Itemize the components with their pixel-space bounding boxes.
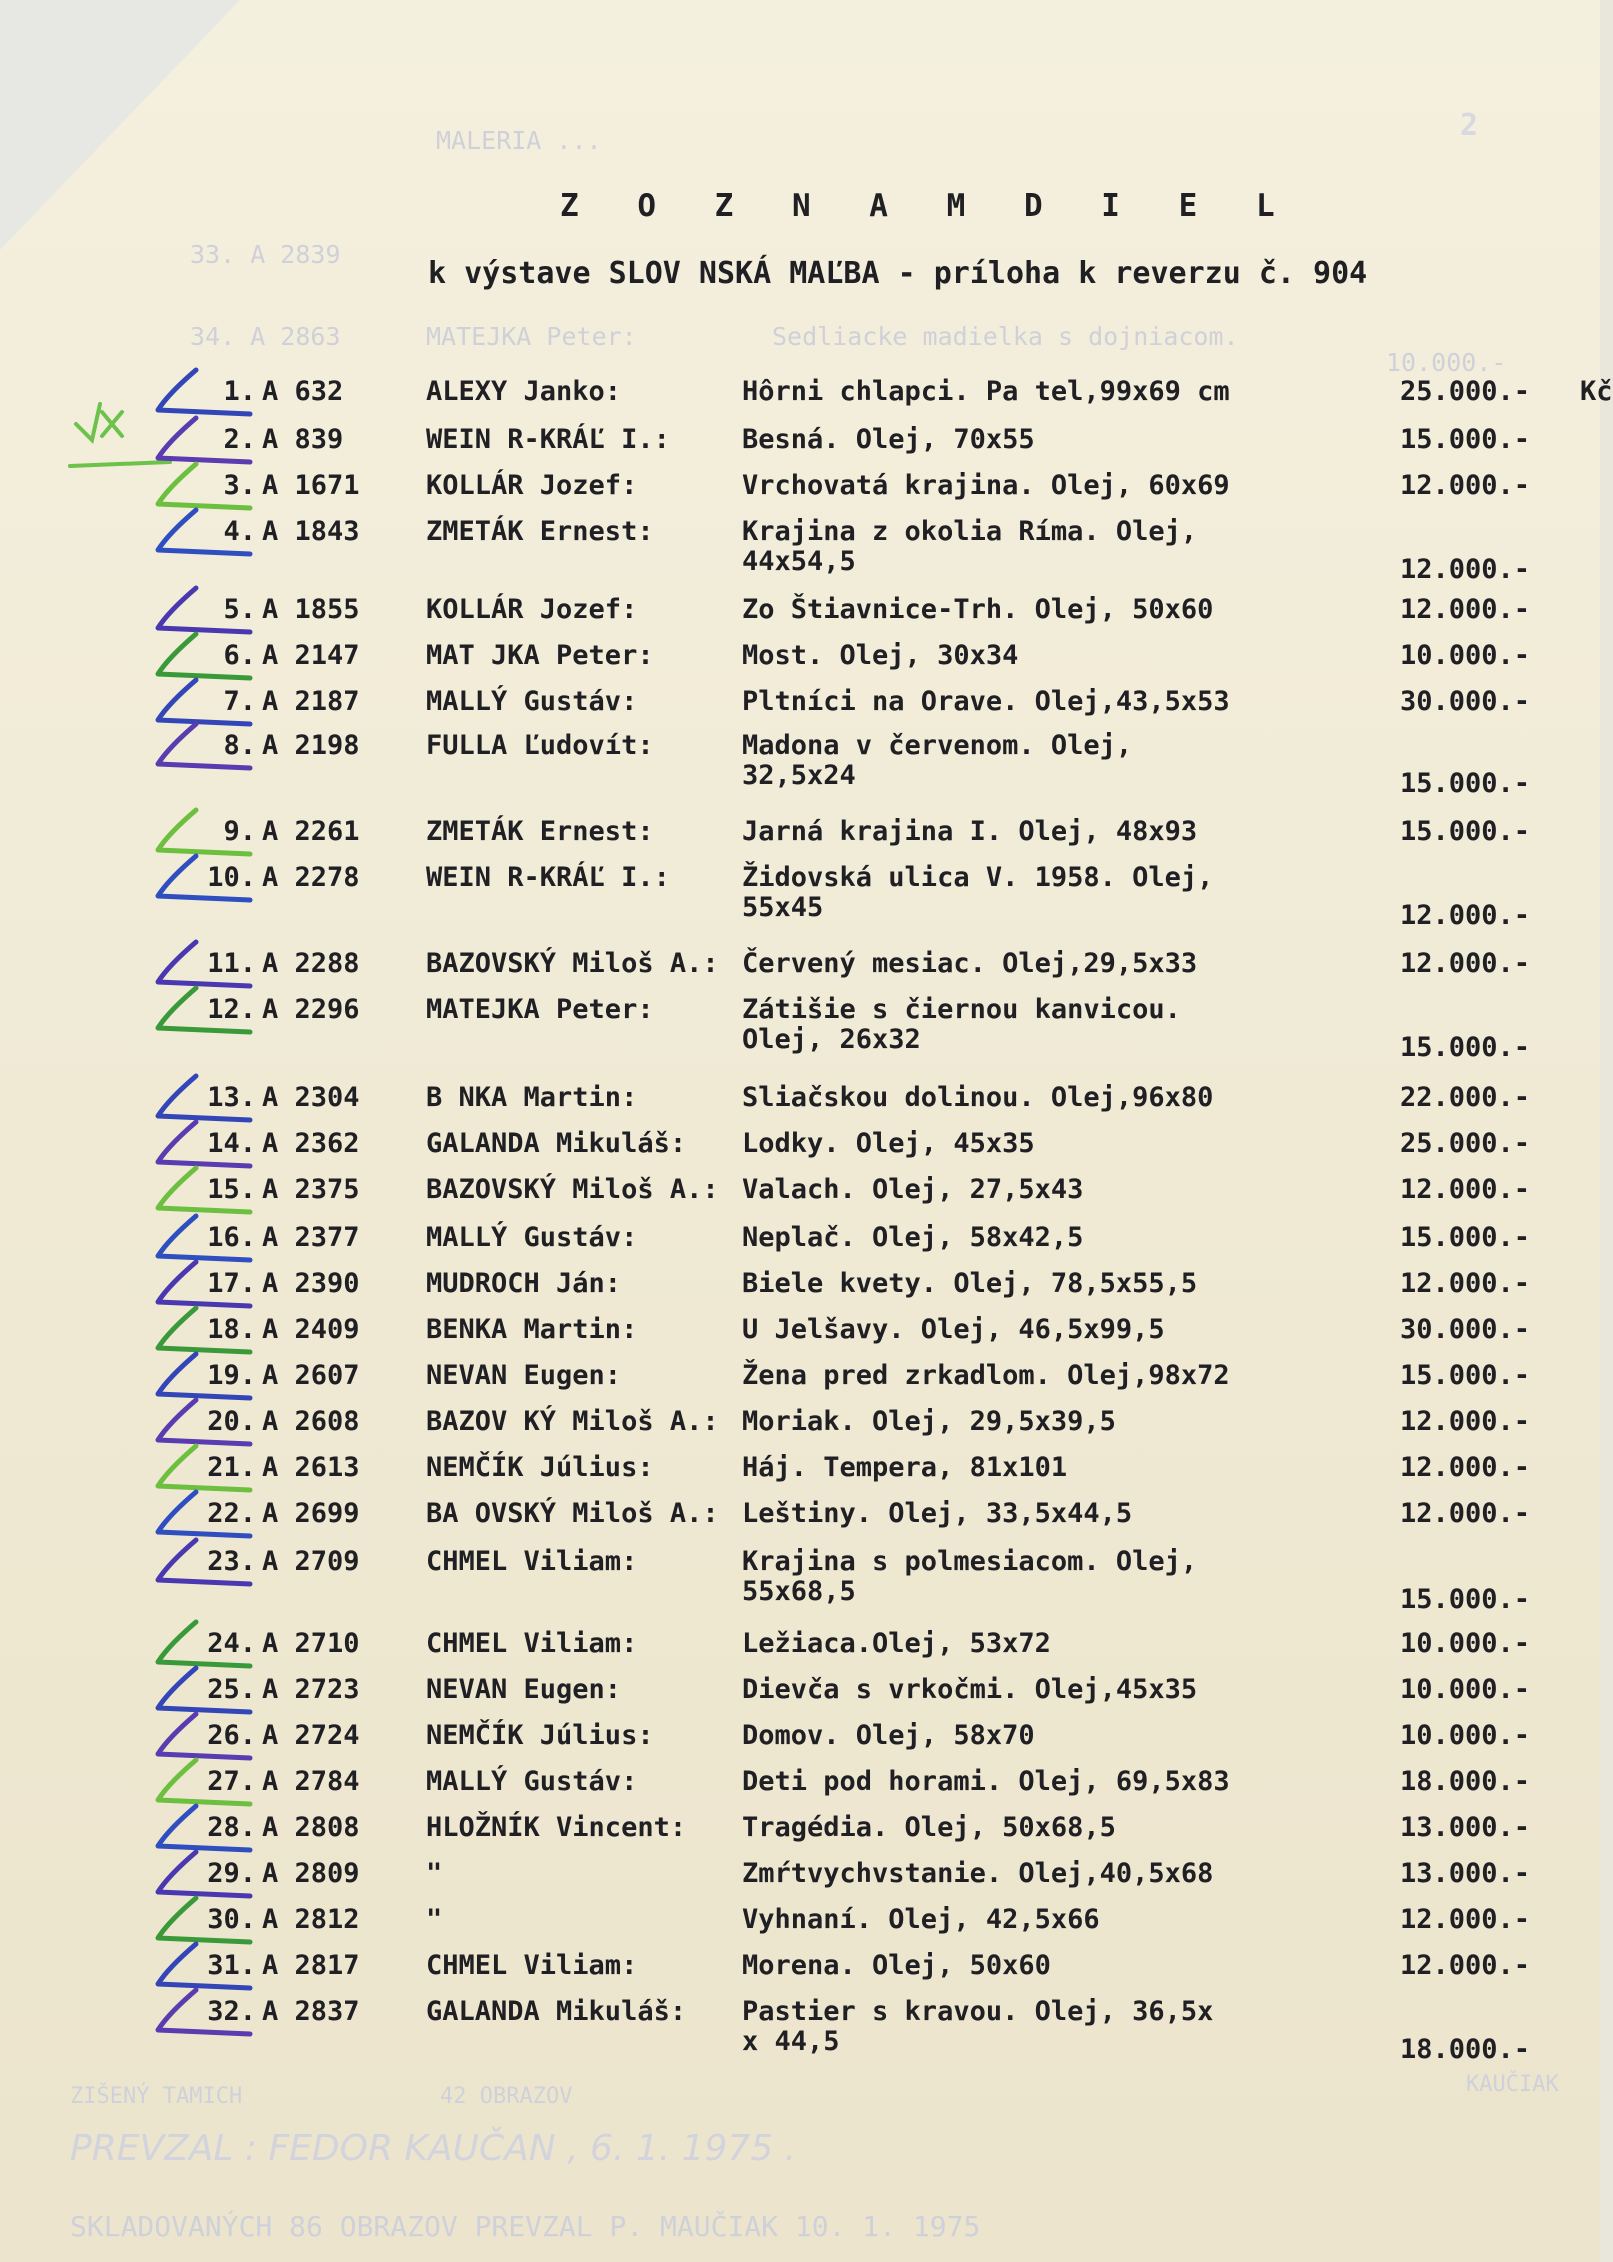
price: 12.000.- xyxy=(1400,1174,1531,1205)
item-number: 23. xyxy=(207,1546,256,1577)
show-through-row-34: 34. A 2863 xyxy=(190,322,341,351)
item-number: 13. xyxy=(207,1082,256,1113)
inventory-number: A 2709 xyxy=(262,1546,360,1577)
footer-line-storage: SKLADOVANÝCH 86 OBRAZOV PREVZAL P. MAUČIAK 10. 1. 1975 xyxy=(70,2210,981,2243)
item-number: 15. xyxy=(207,1174,256,1205)
list-item xyxy=(0,1128,1600,1168)
folded-corner xyxy=(0,0,240,250)
work-description: Jarná krajina I. Olej, 48x93 xyxy=(742,816,1198,847)
work-description: Moriak. Olej, 29,5x39,5 xyxy=(742,1406,1116,1437)
item-number: 17. xyxy=(207,1268,256,1299)
inventory-number: A 2278 xyxy=(262,862,360,893)
page-number: 2 xyxy=(1460,108,1479,143)
list-item xyxy=(0,686,1600,726)
inventory-number: A 2288 xyxy=(262,948,360,979)
list-item xyxy=(0,1996,1600,2065)
list-item xyxy=(0,1268,1600,1308)
work-description: Valach. Olej, 27,5x43 xyxy=(742,1174,1084,1205)
work-description: Madona v červenom. Olej, xyxy=(742,730,1133,761)
work-description: Dievča s vrkočmi. Olej,45x35 xyxy=(742,1674,1198,1705)
list-item xyxy=(0,1452,1600,1492)
item-number: 4. xyxy=(223,516,256,547)
work-description: Besná. Olej, 70x55 xyxy=(742,424,1035,455)
artist-name: CHMEL Viliam: xyxy=(426,1950,638,1981)
price: 22.000.- xyxy=(1400,1082,1531,1113)
list-item xyxy=(0,1498,1600,1538)
work-description: Leštiny. Olej, 33,5x44,5 xyxy=(742,1498,1133,1529)
price: 12.000.- xyxy=(1400,1268,1531,1299)
price: 12.000.- xyxy=(1400,1452,1531,1483)
work-description: Biele kvety. Olej, 78,5x55,5 xyxy=(742,1268,1198,1299)
work-description: Zo Štiavnice-Trh. Olej, 50x60 xyxy=(742,594,1214,625)
item-number: 24. xyxy=(207,1628,256,1659)
inventory-number: A 2723 xyxy=(262,1674,360,1705)
list-item xyxy=(0,862,1600,931)
price: 30.000.- xyxy=(1400,686,1531,717)
price: 12.000.- xyxy=(1400,470,1531,501)
item-number: 22. xyxy=(207,1498,256,1529)
footer-line-left: ZIŠENÝ TAMICH xyxy=(70,2084,243,2109)
list-item xyxy=(0,1766,1600,1806)
inventory-number: A 2377 xyxy=(262,1222,360,1253)
price: 10.000.- xyxy=(1400,640,1531,671)
show-through-row-33: 33. A 2839 xyxy=(190,240,341,269)
artist-name: NEVAN Eugen: xyxy=(426,1360,622,1391)
price: 12.000.- xyxy=(1400,948,1531,979)
inventory-number: A 2608 xyxy=(262,1406,360,1437)
work-description: Zátišie s čiernou kanvicou. xyxy=(742,994,1181,1025)
artist-name: FULLA Ľudovít: xyxy=(426,730,654,761)
price: 15.000.- xyxy=(1400,768,1531,799)
artist-name: MUDROCH Ján: xyxy=(426,1268,622,1299)
artist-name: NEVAN Eugen: xyxy=(426,1674,622,1705)
inventory-number: A 2808 xyxy=(262,1812,360,1843)
work-description: Žena pred zrkadlom. Olej,98x72 xyxy=(742,1360,1230,1391)
item-number: 2. xyxy=(223,424,256,455)
item-number: 9. xyxy=(223,816,256,847)
inventory-number: A 2784 xyxy=(262,1766,360,1797)
work-description-continued: 55x68,5 xyxy=(742,1576,856,1607)
inventory-number: A 1671 xyxy=(262,470,360,501)
price: 15.000.- xyxy=(1400,1222,1531,1253)
item-number: 19. xyxy=(207,1360,256,1391)
artist-name: GALANDA Mikuláš: xyxy=(426,1996,687,2027)
artist-name: WEIN R-KRÁĽ I.: xyxy=(426,424,670,455)
artist-name: BAZOVSKÝ Miloš A.: xyxy=(426,948,719,979)
artist-name: " xyxy=(426,1858,443,1889)
work-description: Tragédia. Olej, 50x68,5 xyxy=(742,1812,1116,1843)
list-item xyxy=(0,376,1613,416)
item-number: 11. xyxy=(207,948,256,979)
item-number: 21. xyxy=(207,1452,256,1483)
work-description: Zmŕtvychvstanie. Olej,40,5x68 xyxy=(742,1858,1214,1889)
list-item xyxy=(0,1674,1600,1714)
inventory-number: A 2613 xyxy=(262,1452,360,1483)
artist-name: GALANDA Mikuláš: xyxy=(426,1128,687,1159)
list-item xyxy=(0,1174,1600,1214)
item-number: 30. xyxy=(207,1904,256,1935)
work-description: Krajina z okolia Ríma. Olej, xyxy=(742,516,1198,547)
work-description: Červený mesiac. Olej,29,5x33 xyxy=(742,948,1198,979)
inventory-number: A 1855 xyxy=(262,594,360,625)
work-description: Deti pod horami. Olej, 69,5x83 xyxy=(742,1766,1230,1797)
item-number: 20. xyxy=(207,1406,256,1437)
artist-name: ALEXY Janko: xyxy=(426,376,622,407)
price: 12.000.- xyxy=(1400,554,1531,585)
item-number: 14. xyxy=(207,1128,256,1159)
list-item xyxy=(0,1950,1600,1990)
inventory-number: A 2198 xyxy=(262,730,360,761)
artist-name: MATEJKA Peter: xyxy=(426,994,654,1025)
item-number: 31. xyxy=(207,1950,256,1981)
price: 12.000.- xyxy=(1400,1406,1531,1437)
price: 12.000.- xyxy=(1400,1904,1531,1935)
list-item xyxy=(0,424,1600,464)
price: 10.000.- xyxy=(1400,1720,1531,1751)
item-number: 25. xyxy=(207,1674,256,1705)
item-number: 5. xyxy=(223,594,256,625)
list-item xyxy=(0,1222,1600,1262)
item-number: 27. xyxy=(207,1766,256,1797)
work-description-continued: 55x45 xyxy=(742,892,824,923)
work-description: Most. Olej, 30x34 xyxy=(742,640,1019,671)
inventory-number: A 2147 xyxy=(262,640,360,671)
price: 25.000.- xyxy=(1400,1128,1531,1159)
footer-line-mid: 42 OBRAZOV xyxy=(440,2084,573,2109)
work-description-continued: Olej, 26x32 xyxy=(742,1024,921,1055)
artist-name: KOLLÁR Jozef: xyxy=(426,470,638,501)
currency: Kč xyxy=(1580,376,1613,407)
inventory-number: A 2304 xyxy=(262,1082,360,1113)
inventory-number: A 2812 xyxy=(262,1904,360,1935)
list-item xyxy=(0,1314,1600,1354)
inventory-number: A 2296 xyxy=(262,994,360,1025)
inventory-number: A 2724 xyxy=(262,1720,360,1751)
price: 25.000.- xyxy=(1400,376,1531,407)
artist-name: BAZOVSKÝ Miloš A.: xyxy=(426,1174,719,1205)
price: 12.000.- xyxy=(1400,1950,1531,1981)
item-number: 1. xyxy=(223,376,256,407)
price: 10.000.- xyxy=(1400,1628,1531,1659)
work-description: Lodky. Olej, 45x35 xyxy=(742,1128,1035,1159)
work-description: Pastier s kravou. Olej, 36,5x xyxy=(742,1996,1214,2027)
artist-name: ZMETÁK Ernest: xyxy=(426,516,654,547)
show-through-price: 10.000.- xyxy=(1386,348,1507,377)
inventory-number: A 2809 xyxy=(262,1858,360,1889)
work-description: Krajina s polmesiacom. Olej, xyxy=(742,1546,1198,1577)
inventory-number: A 2699 xyxy=(262,1498,360,1529)
work-description: Ležiaca.Olej, 53x72 xyxy=(742,1628,1051,1659)
show-through-header: MALERIA ... xyxy=(436,126,602,155)
inventory-number: A 2375 xyxy=(262,1174,360,1205)
work-description: Pltníci na Orave. Olej,43,5x53 xyxy=(742,686,1230,717)
artist-name: CHMEL Viliam: xyxy=(426,1546,638,1577)
artist-name: MALLÝ Gustáv: xyxy=(426,686,638,717)
artist-name: NEMČÍK Július: xyxy=(426,1452,654,1483)
list-item xyxy=(0,730,1600,799)
work-description-continued: 32,5x24 xyxy=(742,760,856,791)
document-title: Z O Z N A M D I E L xyxy=(560,188,1295,224)
show-through-artist: MATEJKA Peter: xyxy=(426,322,637,351)
artist-name: B NKA Martin: xyxy=(426,1082,638,1113)
inventory-number: A 839 xyxy=(262,424,344,455)
work-description: Neplač. Olej, 58x42,5 xyxy=(742,1222,1084,1253)
list-item xyxy=(0,994,1600,1063)
inventory-number: A 1843 xyxy=(262,516,360,547)
item-number: 26. xyxy=(207,1720,256,1751)
item-number: 32. xyxy=(207,1996,256,2027)
item-number: 16. xyxy=(207,1222,256,1253)
price: 10.000.- xyxy=(1400,1674,1531,1705)
price: 15.000.- xyxy=(1400,1584,1531,1615)
price: 15.000.- xyxy=(1400,1032,1531,1063)
artist-name: BA OVSKÝ Miloš A.: xyxy=(426,1498,719,1529)
artist-name: MALLÝ Gustáv: xyxy=(426,1766,638,1797)
work-description: U Jelšavy. Olej, 46,5x99,5 xyxy=(742,1314,1165,1345)
work-description: Háj. Tempera, 81x101 xyxy=(742,1452,1068,1483)
list-item xyxy=(0,1082,1600,1122)
work-description: Vyhnaní. Olej, 42,5x66 xyxy=(742,1904,1100,1935)
artist-name: HLOŽNÍK Vincent: xyxy=(426,1812,687,1843)
work-description: Sliačskou dolinou. Olej,96x80 xyxy=(742,1082,1214,1113)
item-number: 3. xyxy=(223,470,256,501)
price: 18.000.- xyxy=(1400,2034,1531,2065)
item-number: 18. xyxy=(207,1314,256,1345)
artist-name: KOLLÁR Jozef: xyxy=(426,594,638,625)
inventory-number: A 2390 xyxy=(262,1268,360,1299)
item-number: 7. xyxy=(223,686,256,717)
work-description: Vrchovatá krajina. Olej, 60x69 xyxy=(742,470,1230,501)
list-item xyxy=(0,516,1600,585)
inventory-number: A 2187 xyxy=(262,686,360,717)
item-number: 28. xyxy=(207,1812,256,1843)
price: 15.000.- xyxy=(1400,424,1531,455)
artist-name: ZMETÁK Ernest: xyxy=(426,816,654,847)
inventory-number: A 2710 xyxy=(262,1628,360,1659)
inventory-number: A 2607 xyxy=(262,1360,360,1391)
price: 18.000.- xyxy=(1400,1766,1531,1797)
price: 12.000.- xyxy=(1400,594,1531,625)
work-description: Domov. Olej, 58x70 xyxy=(742,1720,1035,1751)
list-item xyxy=(0,1720,1600,1760)
item-number: 29. xyxy=(207,1858,256,1889)
work-description: Morena. Olej, 50x60 xyxy=(742,1950,1051,1981)
footer-stamp-small: KAUČIAK xyxy=(1466,2072,1559,2097)
document-subtitle: k výstave SLOV NSKÁ MAĽBA - príloha k reverzu č. 904 xyxy=(428,256,1368,291)
list-item xyxy=(0,1360,1600,1400)
list-item xyxy=(0,1904,1600,1944)
inventory-number: A 2409 xyxy=(262,1314,360,1345)
inventory-number: A 2362 xyxy=(262,1128,360,1159)
item-number: 8. xyxy=(223,730,256,761)
artist-name: CHMEL Viliam: xyxy=(426,1628,638,1659)
artist-name: MALLÝ Gustáv: xyxy=(426,1222,638,1253)
work-description-continued: x 44,5 xyxy=(742,2026,840,2057)
price: 15.000.- xyxy=(1400,816,1531,847)
list-item xyxy=(0,594,1600,634)
artist-name: MAT JKA Peter: xyxy=(426,640,654,671)
item-number: 6. xyxy=(223,640,256,671)
list-item xyxy=(0,1858,1600,1898)
work-description-continued: 44x54,5 xyxy=(742,546,856,577)
item-number: 12. xyxy=(207,994,256,1025)
inventory-number: A 2261 xyxy=(262,816,360,847)
artist-name: BAZOV KÝ Miloš A.: xyxy=(426,1406,719,1437)
show-through-work: Sedliacke madielka s dojniacom. xyxy=(772,322,1239,351)
price: 12.000.- xyxy=(1400,1498,1531,1529)
list-item xyxy=(0,1628,1600,1668)
list-item xyxy=(0,1406,1600,1446)
inventory-number: A 2817 xyxy=(262,1950,360,1981)
work-description: Hôrni chlapci. Pa tel,99x69 cm xyxy=(742,376,1230,407)
price: 13.000.- xyxy=(1400,1812,1531,1843)
list-item xyxy=(0,640,1600,680)
list-item xyxy=(0,1546,1600,1615)
list-item xyxy=(0,816,1600,856)
inventory-number: A 2837 xyxy=(262,1996,360,2027)
list-item xyxy=(0,470,1600,510)
price: 12.000.- xyxy=(1400,900,1531,931)
price: 15.000.- xyxy=(1400,1360,1531,1391)
artist-name: NEMČÍK Július: xyxy=(426,1720,654,1751)
inventory-number: A 632 xyxy=(262,376,344,407)
artist-name: WEIN R-KRÁĽ I.: xyxy=(426,862,670,893)
footer-line-received: PREVZAL : FEDOR KAUČAN , 6. 1. 1975 . xyxy=(70,2128,797,2169)
list-item xyxy=(0,1812,1600,1852)
artist-name: BENKA Martin: xyxy=(426,1314,638,1345)
list-item xyxy=(0,948,1600,988)
price: 30.000.- xyxy=(1400,1314,1531,1345)
work-description: Židovská ulica V. 1958. Olej, xyxy=(742,862,1214,893)
item-number: 10. xyxy=(207,862,256,893)
price: 13.000.- xyxy=(1400,1858,1531,1889)
artist-name: " xyxy=(426,1904,443,1935)
